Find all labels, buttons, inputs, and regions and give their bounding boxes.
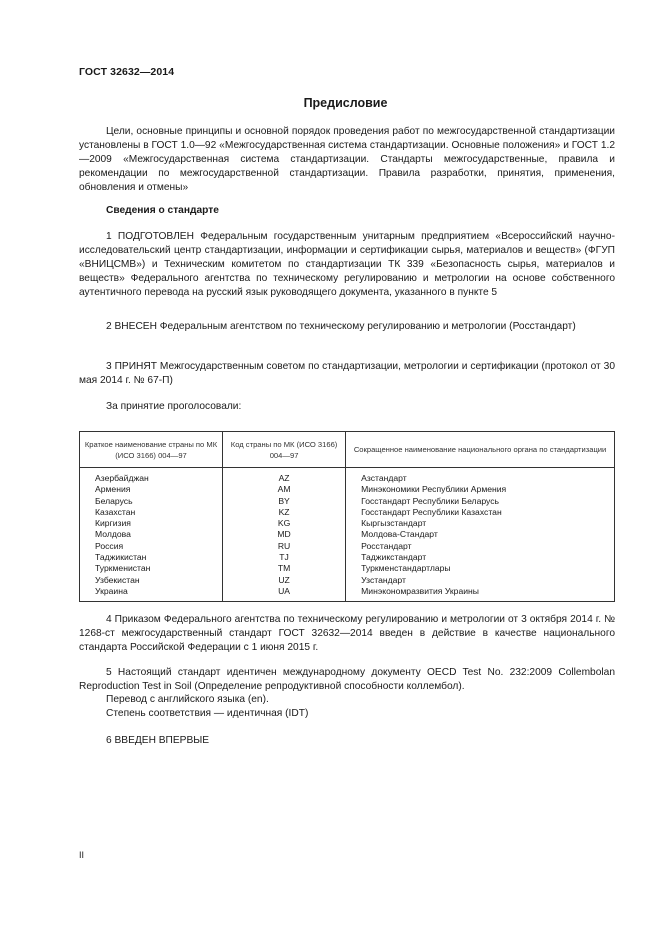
code-cell: UA	[223, 586, 346, 602]
body-cell: Росстандарт	[346, 541, 615, 552]
voting-countries-table	[79, 431, 615, 602]
item-2-paragraph: 2 ВНЕСЕН Федеральным агентством по техническому регулированию и метрологии (Росстандарт)	[106, 321, 576, 332]
intro-paragraph: Цели, основные принципы и основной порядок проведения работ по межгосударственной стандартизации установлены в ГОСТ 1.0—92 «Межгосударственная система стандартизации. Основные положения» и ГОСТ 1.2—2009 «Межгосударственная система стандартизации. Стандарты межгосударственные, правила и рекомендации по межгосударственной стандартизации. Правила разработки, принятия, применения, обновления и отмены»	[79, 126, 615, 193]
code-cell: TJ	[223, 552, 346, 563]
country-cell: Азербайджан	[80, 468, 223, 485]
voted-label: За принятие проголосовали:	[106, 401, 242, 412]
country-cell: Беларусь	[80, 496, 223, 507]
item-1-paragraph: 1 ПОДГОТОВЛЕН Федеральным государственным унитарным предприятием «Всероссийский научно-исследовательский центр стандартизации, информации и сертификации сырья, материалов и веществ» (ФГУП «ВНИЦСМВ») и Техническим комитетом по стандартизации ТК 339 «Безопасность сырья, материалов и веществ» Федерального агентства по техническому регулированию и метрологии на основе собственного аутентичного перевода на русский язык руководящего документа, указанного в пункте 5	[79, 231, 615, 298]
body-cell: Госстандарт Республики Казахстан	[346, 507, 615, 518]
body-cell: Узстандарт	[346, 575, 615, 586]
conformity-degree: Степень соответствия — идентичная (IDT)	[106, 708, 309, 719]
country-cell: Таджикистан	[80, 552, 223, 563]
body-cell: Госстандарт Республики Беларусь	[346, 496, 615, 507]
code-cell: MD	[223, 529, 346, 540]
table-row	[80, 507, 615, 518]
country-cell: Армения	[80, 484, 223, 495]
translation-note: Перевод с английского языка (en).	[106, 694, 269, 705]
body-cell: Азстандарт	[346, 468, 615, 485]
code-cell: BY	[223, 496, 346, 507]
column-header-code: Код страны по МК (ИСО 3166) 004—97	[223, 432, 346, 468]
code-cell: AM	[223, 484, 346, 495]
body-cell: Кыргызстандарт	[346, 518, 615, 529]
code-cell: RU	[223, 541, 346, 552]
table-row	[80, 575, 615, 586]
body-cell: Минэкономразвития Украины	[346, 586, 615, 602]
table-row	[80, 552, 615, 563]
country-cell: Россия	[80, 541, 223, 552]
document-id: ГОСТ 32632—2014	[79, 66, 175, 78]
table-row	[80, 541, 615, 552]
country-cell: Киргизия	[80, 518, 223, 529]
page-title: Предисловие	[303, 96, 388, 110]
code-cell: KZ	[223, 507, 346, 518]
country-cell: Узбекистан	[80, 575, 223, 586]
code-cell: UZ	[223, 575, 346, 586]
code-cell: TM	[223, 563, 346, 574]
body-cell: Таджикстандарт	[346, 552, 615, 563]
table-row	[80, 586, 615, 602]
table-row	[80, 484, 615, 495]
table-row	[80, 563, 615, 574]
section-heading: Сведения о стандарте	[106, 205, 219, 216]
table-body	[80, 468, 615, 602]
code-cell: KG	[223, 518, 346, 529]
body-cell: Минэкономики Республики Армения	[346, 484, 615, 495]
column-header-body: Сокращенное наименование национального органа по стандартизации	[346, 432, 615, 468]
body-cell: Молдова-Стандарт	[346, 529, 615, 540]
country-cell: Молдова	[80, 529, 223, 540]
table-row	[80, 468, 615, 485]
table-row	[80, 496, 615, 507]
table-row	[80, 518, 615, 529]
table-header-row	[80, 432, 615, 468]
item-6-paragraph: 6 ВВЕДЕН ВПЕРВЫЕ	[106, 735, 210, 746]
country-cell: Туркменистан	[80, 563, 223, 574]
country-cell: Казахстан	[80, 507, 223, 518]
body-cell: Туркменстандартлары	[346, 563, 615, 574]
page-number: II	[79, 850, 85, 860]
column-header-country: Краткое наименование страны по МК (ИСО 3166) 004—97	[80, 432, 223, 468]
item-4-paragraph: 4 Приказом Федерального агентства по техническому регулированию и метрологии от 3 октября 2014 г. № 1268-ст межгосударственный стандарт ГОСТ 32632—2014 введен в действие в качестве национального стандарта Российской Федерации с 1 июня 2015 г.	[79, 614, 615, 653]
code-cell: AZ	[223, 468, 346, 485]
item-5-paragraph: 5 Настоящий стандарт идентичен международному документу OECD Test No. 232:2009 Collembolan Reproduction Test in Soil (Определение репродуктивной способности коллембол).	[79, 667, 615, 692]
table-row	[80, 529, 615, 540]
country-cell: Украина	[80, 586, 223, 602]
item-3-paragraph: 3 ПРИНЯТ Межгосударственным советом по стандартизации, метрологии и сертификации (протокол от 30 мая 2014 г. № 67-П)	[79, 361, 615, 386]
